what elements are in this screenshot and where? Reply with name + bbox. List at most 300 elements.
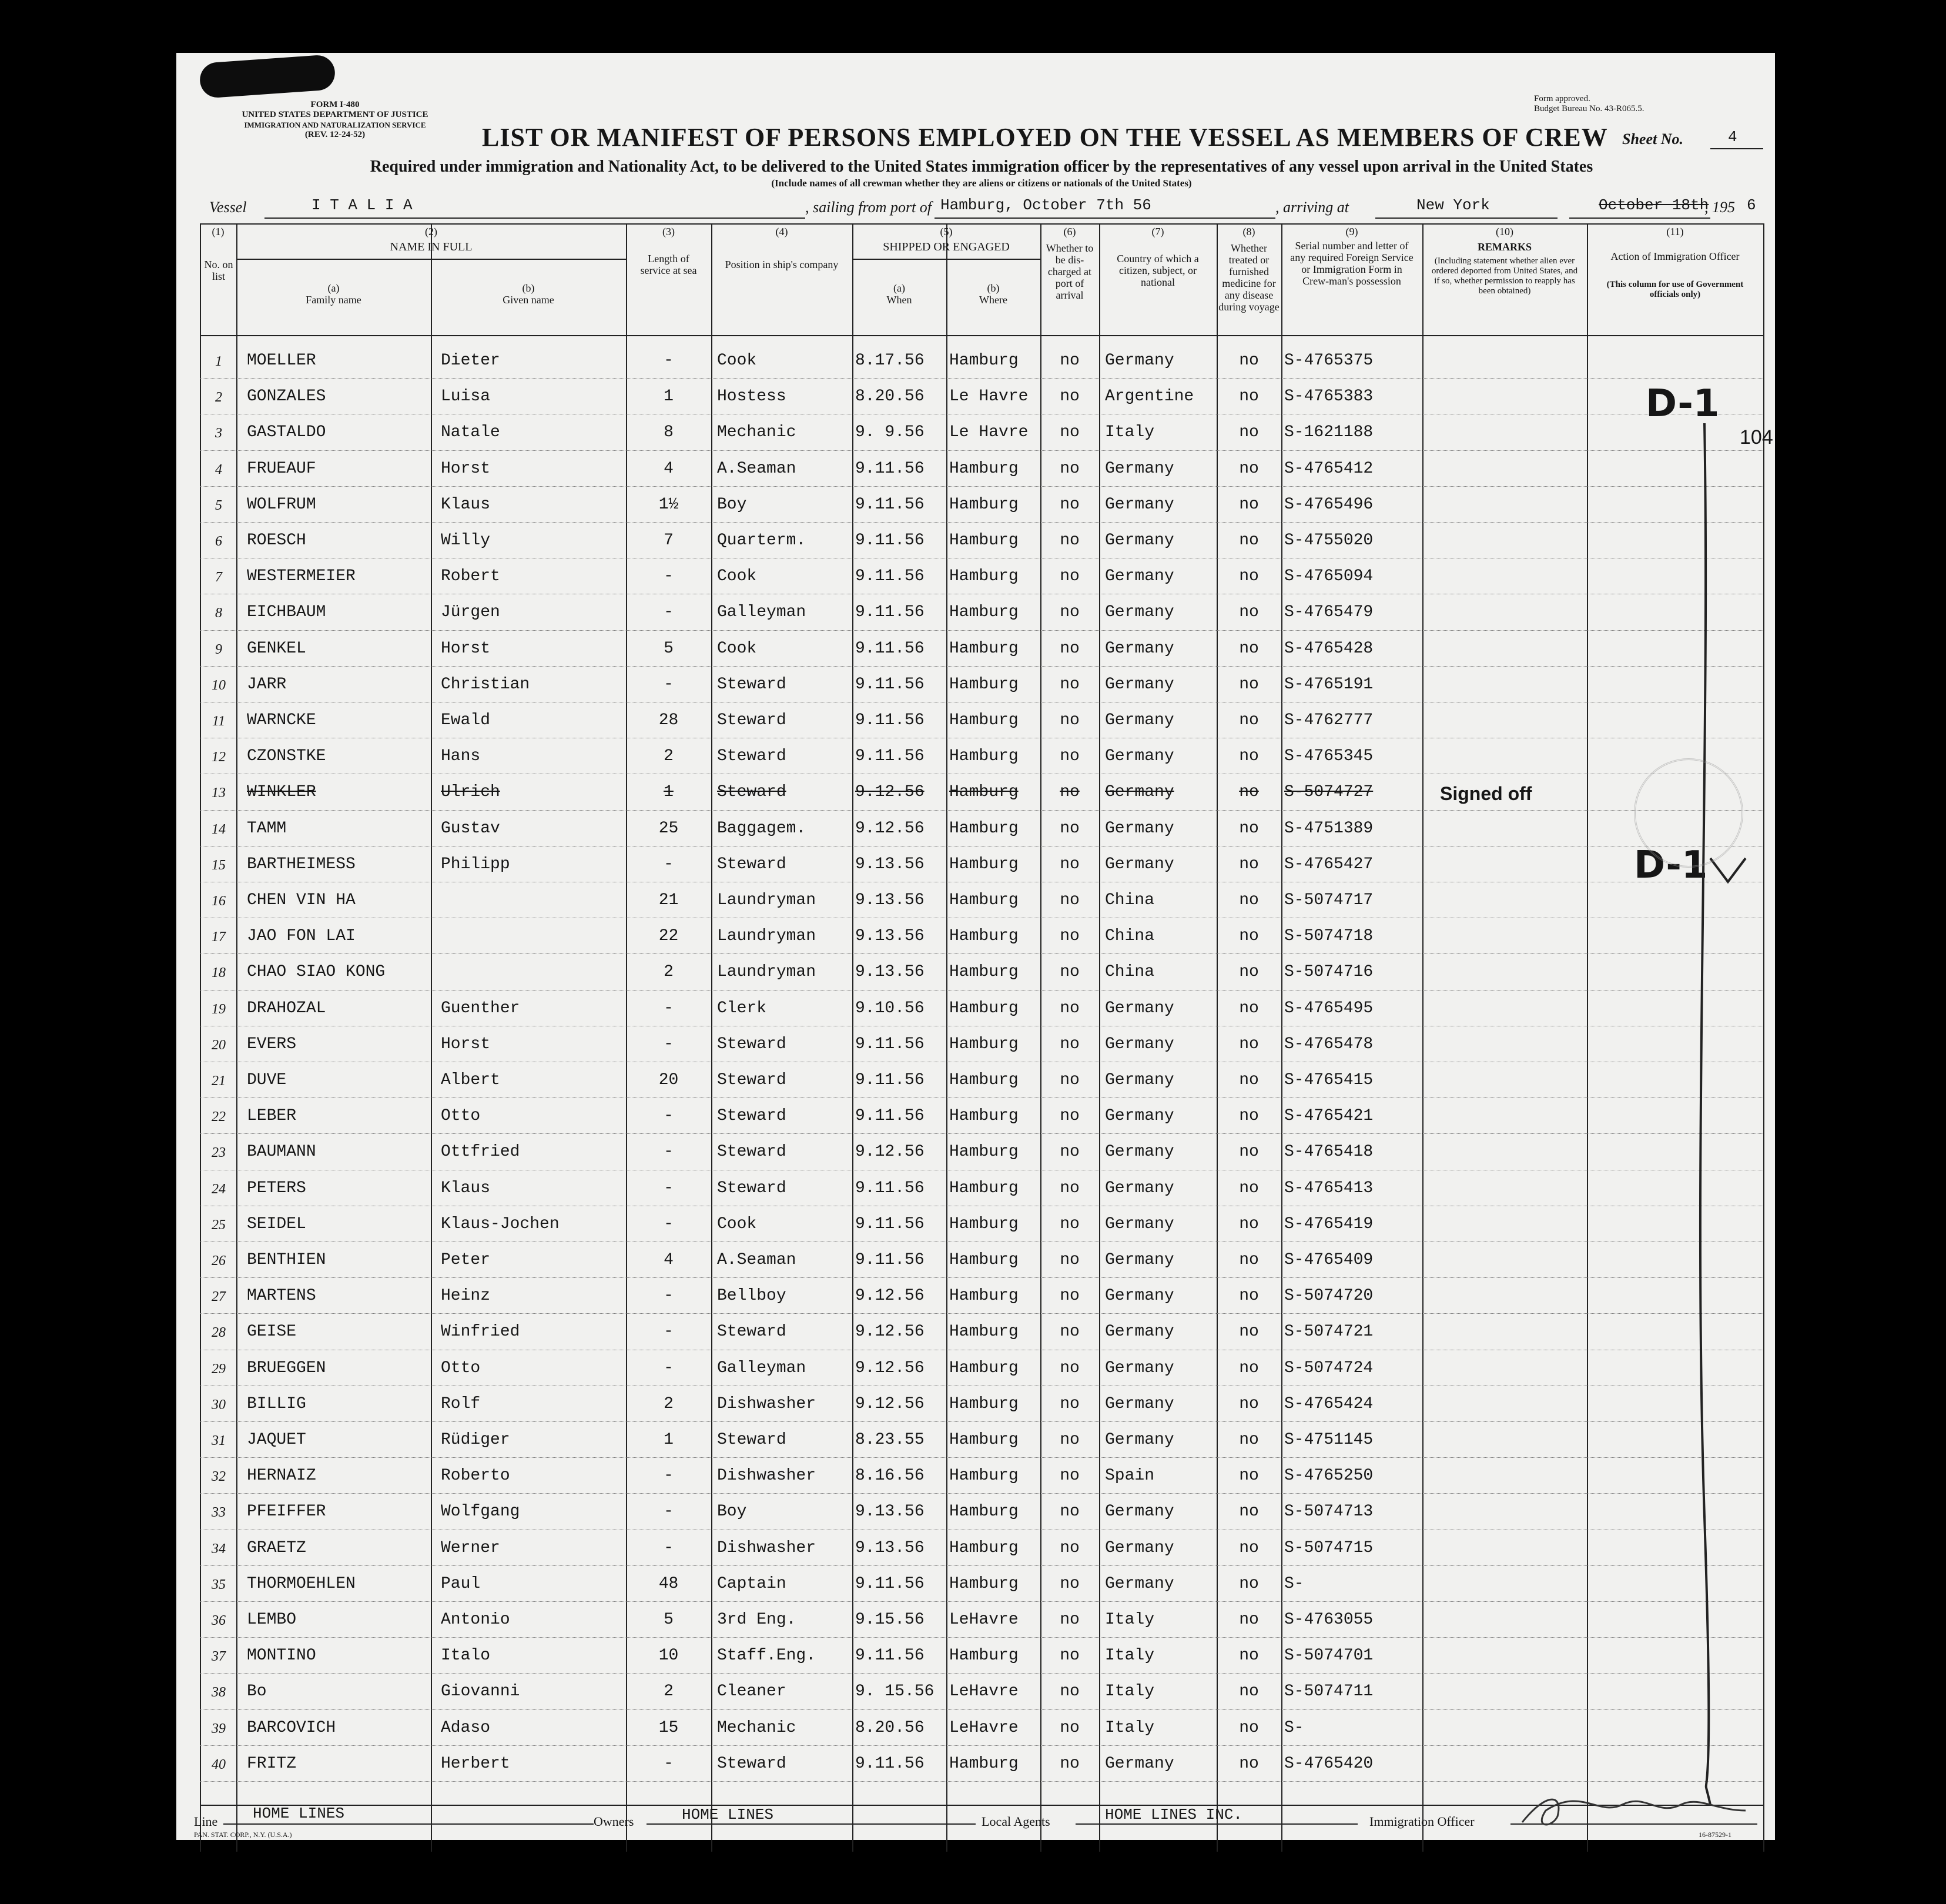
position: Galleyman <box>717 1358 806 1377</box>
discharge: no <box>1060 1538 1080 1557</box>
medicine: no <box>1239 1538 1259 1557</box>
discharge: no <box>1060 783 1080 802</box>
discharge: no <box>1060 352 1080 370</box>
serial-number: S-4765496 <box>1284 495 1374 514</box>
shipped-where: Hamburg <box>949 1358 1019 1377</box>
family-name: LEBER <box>247 1107 297 1126</box>
family-name: EICHBAUM <box>247 603 326 622</box>
row-number: 11 <box>212 714 226 729</box>
service-length: 28 <box>658 711 679 730</box>
service-length: - <box>664 675 674 694</box>
discharge: no <box>1060 567 1080 586</box>
serial-number: S- <box>1284 1718 1304 1737</box>
serial-number: S-5074727 <box>1284 783 1374 802</box>
shipped-where: Hamburg <box>949 675 1019 694</box>
shipped-when: 9.15.56 <box>855 1611 925 1629</box>
shipped-when: 9.11.56 <box>855 1251 925 1269</box>
row-number: 14 <box>212 821 226 837</box>
position: Steward <box>717 747 786 766</box>
service-length: 21 <box>658 891 679 909</box>
col7-header: Country of which a citizen, subject, or national <box>1117 253 1199 288</box>
family-name: WARNCKE <box>247 711 316 730</box>
given-name: Klaus-Jochen <box>441 1214 560 1233</box>
discharge: no <box>1060 423 1080 442</box>
service-length: 8 <box>664 423 674 442</box>
given-name: Peter <box>441 1251 491 1269</box>
country: Germany <box>1105 783 1174 802</box>
family-name: BARCOVICH <box>247 1718 336 1737</box>
family-name: WESTERMEIER <box>247 567 356 586</box>
given-name: Heinz <box>441 1287 491 1306</box>
country: Germany <box>1105 1287 1174 1306</box>
shipped-where: Hamburg <box>949 1071 1019 1089</box>
position: Cook <box>717 639 757 658</box>
medicine: no <box>1239 1179 1259 1197</box>
crew-table <box>200 223 1773 1852</box>
col3-header: Length of service at sea <box>640 253 697 276</box>
medicine: no <box>1239 747 1259 766</box>
col2-number: (2) <box>425 226 437 237</box>
country: Germany <box>1105 1143 1174 1162</box>
country: Germany <box>1105 1503 1174 1521</box>
shipped-where: Hamburg <box>949 1394 1019 1413</box>
family-name: PFEIFFER <box>247 1503 326 1521</box>
row-number: 5 <box>215 497 222 513</box>
given-name: Gustav <box>441 819 500 838</box>
shipped-where: Hamburg <box>949 1035 1019 1053</box>
shipped-when: 9.13.56 <box>855 855 925 874</box>
row-number: 33 <box>212 1505 226 1521</box>
serial-number: S-5074720 <box>1284 1287 1374 1306</box>
given-name: Albert <box>441 1071 500 1089</box>
shipped-where: LeHavre <box>949 1682 1019 1701</box>
discharge: no <box>1060 1035 1080 1053</box>
annotation-line <box>1587 223 1763 1811</box>
family-name: GENKEL <box>247 639 306 658</box>
row-number: 16 <box>212 894 226 909</box>
row-number: 2 <box>215 390 222 406</box>
discharge: no <box>1060 675 1080 694</box>
col4-header: Position in ship's company <box>725 259 839 270</box>
discharge: no <box>1060 531 1080 550</box>
service-length: 20 <box>658 1071 679 1089</box>
family-name: DRAHOZAL <box>247 999 326 1018</box>
approval-text: Form approved. <box>1534 94 1590 103</box>
col4-number: (4) <box>775 226 788 237</box>
sailing-port: Hamburg, October 7th 56 <box>940 196 1151 214</box>
row-number: 36 <box>212 1613 226 1628</box>
service-length: - <box>664 1538 674 1557</box>
service-length: 1 <box>664 387 674 406</box>
medicine: no <box>1239 783 1259 802</box>
discharge: no <box>1060 1503 1080 1521</box>
given-name: Werner <box>441 1538 500 1557</box>
discharge: no <box>1060 891 1080 909</box>
col10-header: REMARKS <box>1477 241 1532 253</box>
row-number: 12 <box>212 749 226 765</box>
given-name: Wolfgang <box>441 1503 520 1521</box>
d1-annotation-mid: D-1 <box>1634 844 1708 887</box>
serial-number: S-4765409 <box>1284 1251 1374 1269</box>
shipped-when: 9.12.56 <box>855 1287 925 1306</box>
col5b-header: (b) Where <box>979 282 1007 306</box>
given-name: Christian <box>441 675 530 694</box>
country: Italy <box>1105 1682 1155 1701</box>
medicine: no <box>1239 639 1259 658</box>
col3-number: (3) <box>662 226 675 237</box>
country: Italy <box>1105 1647 1155 1665</box>
col2b-header: (b) Given name <box>503 282 554 306</box>
serial-number: S-4765427 <box>1284 855 1374 874</box>
shipped-where: LeHavre <box>949 1718 1019 1737</box>
family-name: BILLIG <box>247 1394 306 1413</box>
serial-number: S-4765418 <box>1284 1143 1374 1162</box>
medicine: no <box>1239 423 1259 442</box>
medicine: no <box>1239 1107 1259 1126</box>
given-name: Horst <box>441 459 491 478</box>
given-name: Ulrich <box>441 783 500 802</box>
shipped-when: 9.13.56 <box>855 1503 925 1521</box>
page-title: LIST OR MANIFEST OF PERSONS EMPLOYED ON THE VESSEL AS MEMBERS OF CREW <box>482 123 1608 152</box>
shipped-where: Hamburg <box>949 1647 1019 1665</box>
serial-number: S-4765479 <box>1284 603 1374 622</box>
col5-header: SHIPPED OR ENGAGED <box>883 240 1010 253</box>
country: Italy <box>1105 423 1155 442</box>
discharge: no <box>1060 855 1080 874</box>
serial-number: S-5074716 <box>1284 963 1374 982</box>
position: Steward <box>717 1035 786 1053</box>
discharge: no <box>1060 459 1080 478</box>
given-name: Dieter <box>441 352 500 370</box>
country: China <box>1105 963 1155 982</box>
given-name: Willy <box>441 531 491 550</box>
shipped-when: 9.11.56 <box>855 1754 925 1773</box>
given-name: Paul <box>441 1574 481 1593</box>
discharge: no <box>1060 1718 1080 1737</box>
discharge: no <box>1060 1107 1080 1126</box>
shipped-where: Hamburg <box>949 819 1019 838</box>
discharge: no <box>1060 1754 1080 1773</box>
shipped-where: Hamburg <box>949 459 1019 478</box>
serial-number: S-4765191 <box>1284 675 1374 694</box>
row-number: 20 <box>212 1037 226 1053</box>
position: Hostess <box>717 387 786 406</box>
given-name: Roberto <box>441 1467 510 1485</box>
form-revision: (REV. 12-24-52) <box>304 130 366 139</box>
family-name: PETERS <box>247 1179 306 1197</box>
position: Laundryman <box>717 891 816 909</box>
col7-number: (7) <box>1151 226 1164 237</box>
position: Staff.Eng. <box>717 1647 816 1665</box>
country: Germany <box>1105 639 1174 658</box>
service-length: 5 <box>664 1611 674 1629</box>
country: Germany <box>1105 1323 1174 1341</box>
discharge: no <box>1060 1251 1080 1269</box>
service-length: - <box>664 567 674 586</box>
serial-number: S-4765415 <box>1284 1071 1374 1089</box>
shipped-when: 9.12.56 <box>855 1143 925 1162</box>
serial-number: S-4765412 <box>1284 459 1374 478</box>
discharge: no <box>1060 1467 1080 1485</box>
discharge: no <box>1060 603 1080 622</box>
serial-number: S-4765495 <box>1284 999 1374 1018</box>
footer-line-value: HOME LINES <box>253 1805 345 1822</box>
serial-number: S-4751389 <box>1284 819 1374 838</box>
country: Germany <box>1105 711 1174 730</box>
row-number: 9 <box>215 641 222 657</box>
service-length: 2 <box>664 1682 674 1701</box>
country: Germany <box>1105 531 1174 550</box>
service-length: - <box>664 1107 674 1126</box>
country: Germany <box>1105 1754 1174 1773</box>
service-length: 7 <box>664 531 674 550</box>
discharge: no <box>1060 1611 1080 1629</box>
row-number: 6 <box>215 534 222 549</box>
shipped-when: 9.11.56 <box>855 1071 925 1089</box>
position: Cook <box>717 352 757 370</box>
position: Galleyman <box>717 603 806 622</box>
given-name: Jürgen <box>441 603 500 622</box>
serial-number: S-4762777 <box>1284 711 1374 730</box>
family-name: JAQUET <box>247 1431 306 1449</box>
row-number: 40 <box>212 1756 226 1772</box>
service-length: 2 <box>664 963 674 982</box>
shipped-where: Hamburg <box>949 1143 1019 1162</box>
service-length: - <box>664 1214 674 1233</box>
medicine: no <box>1239 531 1259 550</box>
position: Dishwasher <box>717 1467 816 1485</box>
serial-number: S-5074715 <box>1284 1538 1374 1557</box>
position: Steward <box>717 1179 786 1197</box>
given-name: Luisa <box>441 387 491 406</box>
service-length: 2 <box>664 1394 674 1413</box>
shipped-where: Hamburg <box>949 1179 1019 1197</box>
discharge: no <box>1060 999 1080 1018</box>
remarks: Signed off <box>1440 783 1532 805</box>
serial-number: S-4765094 <box>1284 567 1374 586</box>
shipped-where: Le Havre <box>949 387 1029 406</box>
shipped-where: Hamburg <box>949 495 1019 514</box>
officer-signature <box>1510 1787 1757 1834</box>
shipped-when: 9.11.56 <box>855 747 925 766</box>
row-number: 26 <box>212 1253 226 1269</box>
position: A.Seaman <box>717 459 796 478</box>
row-number: 21 <box>212 1073 226 1089</box>
position: 3rd Eng. <box>717 1611 796 1629</box>
family-name: EVERS <box>247 1035 297 1053</box>
country: Germany <box>1105 1358 1174 1377</box>
shipped-where: Le Havre <box>949 423 1029 442</box>
shipped-where: Hamburg <box>949 927 1019 946</box>
arriving-label: , arriving at <box>1275 199 1349 216</box>
serial-number: S-4765250 <box>1284 1467 1374 1485</box>
form-code: 16-87529-1 <box>1699 1831 1731 1839</box>
given-name: Antonio <box>441 1611 510 1629</box>
family-name: CZONSTKE <box>247 747 326 766</box>
col10-subheader: (Including statement whether alien ever ordered deported from United States, and if so, whether permission to reapply has been obtained) <box>1431 256 1578 296</box>
col8-number: (8) <box>1242 226 1255 237</box>
col9-number: (9) <box>1345 226 1358 237</box>
family-name: JARR <box>247 675 287 694</box>
budget-bureau: Budget Bureau No. 43-R065.5. <box>1534 104 1644 113</box>
row-number: 34 <box>212 1541 226 1557</box>
country: Italy <box>1105 1718 1155 1737</box>
row-number: 13 <box>212 785 226 801</box>
country: Germany <box>1105 352 1174 370</box>
shipped-when: 9. 15.56 <box>855 1682 935 1701</box>
shipped-when: 9.13.56 <box>855 1538 925 1557</box>
service-length: - <box>664 1143 674 1162</box>
discharge: no <box>1060 1647 1080 1665</box>
shipped-where: Hamburg <box>949 567 1019 586</box>
shipped-when: 9.11.56 <box>855 495 925 514</box>
row-number: 35 <box>212 1577 226 1592</box>
shipped-when: 9.11.56 <box>855 567 925 586</box>
discharge: no <box>1060 747 1080 766</box>
shipped-when: 9.11.56 <box>855 603 925 622</box>
country: Germany <box>1105 1035 1174 1053</box>
form-approval <box>1534 94 1757 114</box>
position: Laundryman <box>717 927 816 946</box>
shipped-when: 9.12.56 <box>855 783 925 802</box>
family-name: MARTENS <box>247 1287 316 1306</box>
row-number: 39 <box>212 1721 226 1736</box>
family-name: DUVE <box>247 1071 287 1089</box>
service-length: 15 <box>658 1718 679 1737</box>
row-number: 7 <box>215 570 222 585</box>
footer-line-label: Line <box>194 1814 218 1829</box>
given-name: Ewald <box>441 711 491 730</box>
form-number: FORM I-480 <box>310 100 360 109</box>
required-statement: Required under immigration and Nationality Act, to be delivered to the United States immigration officer by the representatives of any vessel upon arrival in the United States <box>370 158 1593 176</box>
country: Italy <box>1105 1611 1155 1629</box>
service-length: 10 <box>658 1647 679 1665</box>
serial-number: S-5074717 <box>1284 891 1374 909</box>
serial-number: S-4751145 <box>1284 1431 1374 1449</box>
shipped-when: 9.11.56 <box>855 459 925 478</box>
position: Steward <box>717 1754 786 1773</box>
row-number: 8 <box>215 605 222 621</box>
given-name: Rüdiger <box>441 1431 510 1449</box>
shipped-when: 9.11.56 <box>855 1035 925 1053</box>
position: Boy <box>717 1503 747 1521</box>
shipped-where: Hamburg <box>949 352 1019 370</box>
country: Spain <box>1105 1467 1155 1485</box>
medicine: no <box>1239 1287 1259 1306</box>
given-name: Horst <box>441 1035 491 1053</box>
medicine: no <box>1239 891 1259 909</box>
service-length: 22 <box>658 927 679 946</box>
discharge: no <box>1060 387 1080 406</box>
family-name: ROESCH <box>247 531 306 550</box>
row-number: 27 <box>212 1289 226 1305</box>
shipped-where: Hamburg <box>949 1287 1019 1306</box>
discharge: no <box>1060 1682 1080 1701</box>
row-number: 25 <box>212 1217 226 1233</box>
country: China <box>1105 891 1155 909</box>
family-name: GEISE <box>247 1323 297 1341</box>
country: Germany <box>1105 567 1174 586</box>
position: Quarterm. <box>717 531 806 550</box>
country: Germany <box>1105 1107 1174 1126</box>
position: Laundryman <box>717 963 816 982</box>
serial-number: S-5074711 <box>1284 1682 1374 1701</box>
shipped-when: 9.13.56 <box>855 891 925 909</box>
family-name: CHAO SIAO KONG <box>247 963 386 982</box>
country: Germany <box>1105 675 1174 694</box>
shipped-where: Hamburg <box>949 1538 1019 1557</box>
serial-number: S-4765375 <box>1284 352 1374 370</box>
service-length: 25 <box>658 819 679 838</box>
medicine: no <box>1239 711 1259 730</box>
serial-number: S-5074701 <box>1284 1647 1374 1665</box>
row-number: 17 <box>212 929 226 945</box>
medicine: no <box>1239 1035 1259 1053</box>
shipped-when: 9.11.56 <box>855 1179 925 1197</box>
shipped-when: 9.11.56 <box>855 531 925 550</box>
manifest-sheet <box>176 53 1775 1840</box>
position: Boy <box>717 495 747 514</box>
serial-number: S-5074713 <box>1284 1503 1374 1521</box>
col6-number: (6) <box>1063 226 1076 237</box>
family-name: GONZALES <box>247 387 326 406</box>
family-name: FRUEAUF <box>247 459 316 478</box>
include-statement: (Include names of all crewman whether they are aliens or citizens or nationals of the United States) <box>771 178 1192 189</box>
medicine: no <box>1239 1503 1259 1521</box>
col6-header: Whether to be dis-charged at port of arrival <box>1046 242 1094 301</box>
family-name: BRUEGGEN <box>247 1358 326 1377</box>
family-name: MOELLER <box>247 352 316 370</box>
discharge: no <box>1060 819 1080 838</box>
family-name: SEIDEL <box>247 1214 306 1233</box>
medicine: no <box>1239 1214 1259 1233</box>
medicine: no <box>1239 1574 1259 1593</box>
country: Germany <box>1105 1431 1174 1449</box>
position: Mechanic <box>717 1718 796 1737</box>
position: Baggagem. <box>717 819 806 838</box>
medicine: no <box>1239 1394 1259 1413</box>
medicine: no <box>1239 1358 1259 1377</box>
family-name: BENTHIEN <box>247 1251 326 1269</box>
col5a-header: (a) When <box>886 282 912 306</box>
serial-number: S-4763055 <box>1284 1611 1374 1629</box>
col5-number: (5) <box>940 226 953 237</box>
serial-number: S-4765420 <box>1284 1754 1374 1773</box>
discharge: no <box>1060 1574 1080 1593</box>
col10-number: (10) <box>1496 226 1513 237</box>
given-name: Hans <box>441 747 481 766</box>
shipped-where: Hamburg <box>949 747 1019 766</box>
service-length: 5 <box>664 639 674 658</box>
shipped-when: 8.20.56 <box>855 1718 925 1737</box>
col11-header: Action of Immigration Officer <box>1610 250 1740 262</box>
discharge: no <box>1060 1431 1080 1449</box>
shipped-when: 9.11.56 <box>855 639 925 658</box>
country: Germany <box>1105 1538 1174 1557</box>
service-length: - <box>664 1358 674 1377</box>
shipped-when: 9.11.56 <box>855 1574 925 1593</box>
medicine: no <box>1239 1251 1259 1269</box>
position: Cook <box>717 1214 757 1233</box>
footer-officer-label: Immigration Officer <box>1369 1814 1475 1829</box>
position: Dishwasher <box>717 1538 816 1557</box>
medicine: no <box>1239 1323 1259 1341</box>
shipped-when: 9.11.56 <box>855 1214 925 1233</box>
row-number: 38 <box>212 1685 226 1701</box>
serial-number: S-4765413 <box>1284 1179 1374 1197</box>
given-name: Ottfried <box>441 1143 520 1162</box>
position: Steward <box>717 1431 786 1449</box>
